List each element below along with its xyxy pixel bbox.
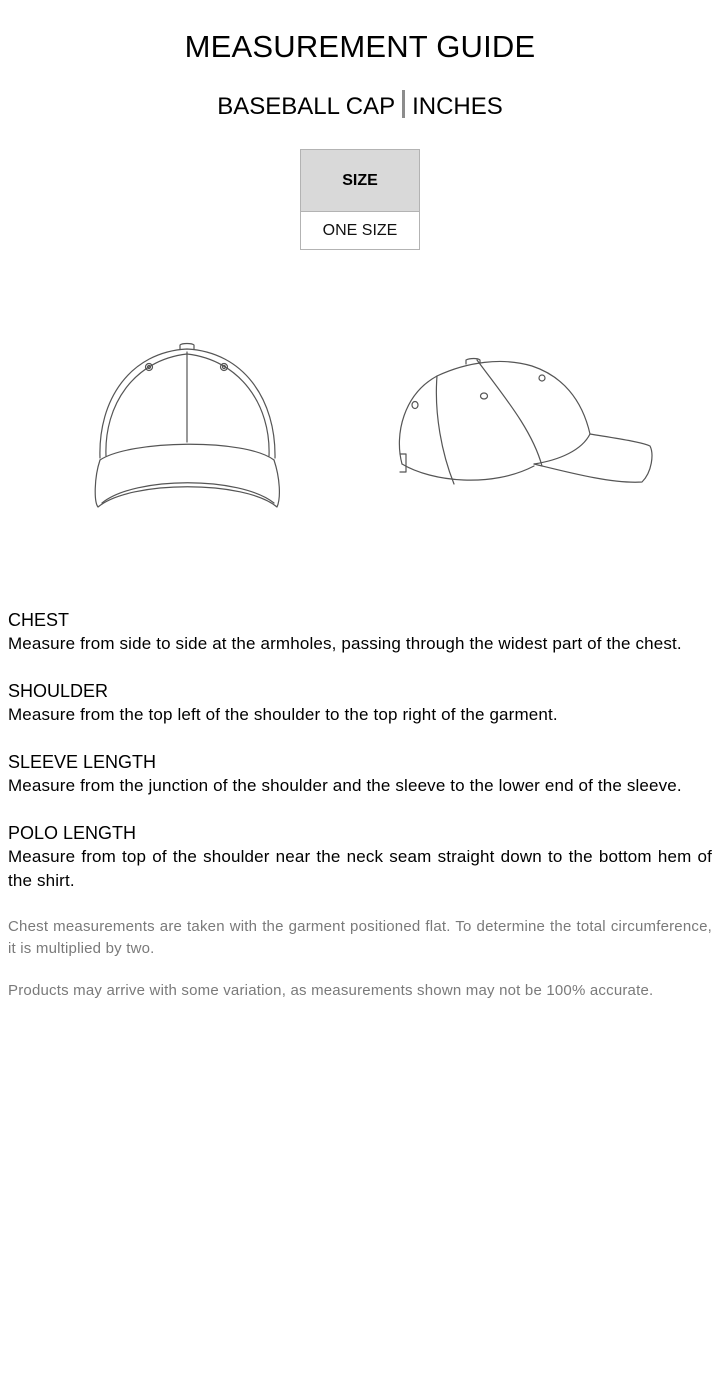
measurement-instructions <box>8 608 712 1022</box>
variation-disclaimer: Products may arrive with some variation, as measurements shown may not be 100% accurate. <box>8 982 654 999</box>
baseball-cap-side-icon <box>392 354 656 494</box>
instruction-title: CHEST <box>8 610 70 630</box>
instruction-shoulder <box>8 679 712 727</box>
unit-label: INCHES <box>412 93 503 120</box>
heading-separator <box>402 90 405 118</box>
instruction-chest <box>8 608 712 656</box>
size-table-cell: ONE SIZE <box>322 221 398 239</box>
instruction-title: SLEEVE LENGTH <box>8 752 157 772</box>
instruction-polo-length <box>8 821 712 893</box>
size-table-header: SIZE <box>301 150 419 212</box>
instruction-text: Measure from the top left of the shoulder to the top right of the garment. <box>8 705 558 724</box>
size-table <box>300 149 420 250</box>
instruction-text: Measure from top of the shoulder near the neck seam straight down to the bottom hem of the shirt. <box>8 847 712 890</box>
page-title: MEASUREMENT GUIDE <box>184 29 536 64</box>
instruction-title: SHOULDER <box>8 681 109 701</box>
baseball-cap-front-icon <box>90 340 286 515</box>
measurement-note: Chest measurements are taken with the garment positioned flat. To determine the total circumference, it is multiplied by two. <box>8 918 712 957</box>
instruction-text: Measure from side to side at the armholes, passing through the widest part of the chest. <box>8 634 682 653</box>
product-unit-heading <box>0 90 720 123</box>
instruction-text: Measure from the junction of the shoulder and the sleeve to the lower end of the sleeve. <box>8 776 682 795</box>
product-name: BASEBALL CAP <box>217 93 396 120</box>
instruction-title: POLO LENGTH <box>8 823 137 843</box>
instruction-sleeve-length <box>8 750 712 798</box>
